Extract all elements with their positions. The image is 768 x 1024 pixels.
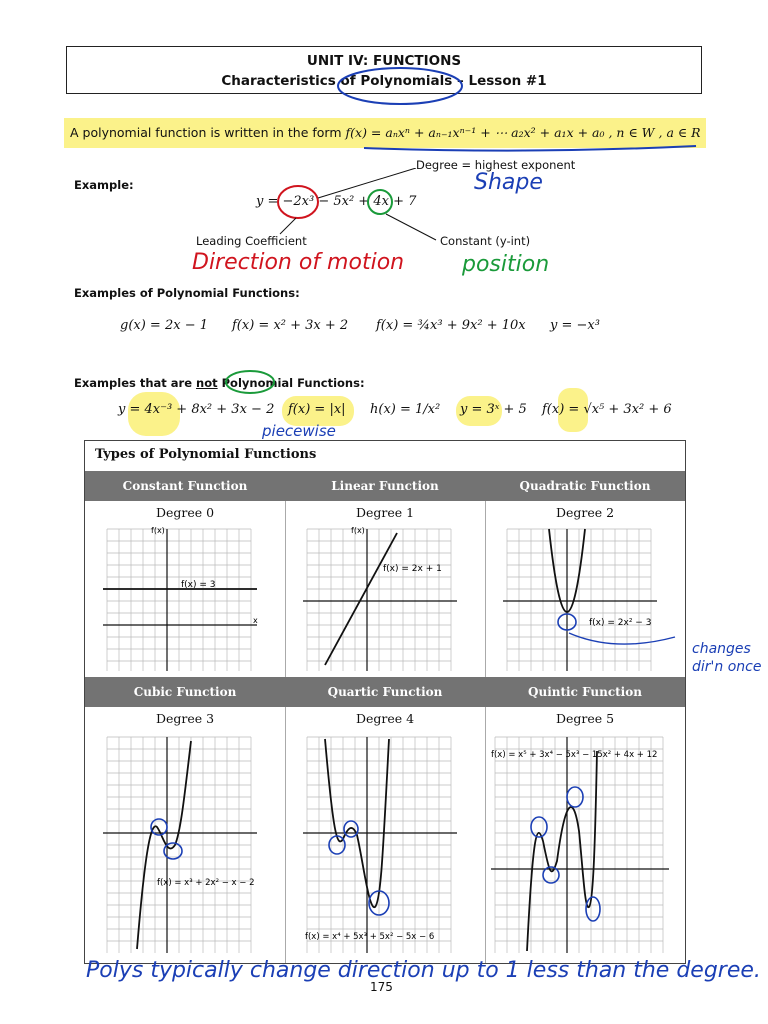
hand-position-note: position: [462, 252, 550, 277]
graph-eq-linear: f(x) = 2x + 1: [383, 564, 442, 574]
poly-example-3: f(x) = ¾x³ + 9x² + 10x: [376, 318, 526, 333]
leading-coefficient-note: Leading Coefficient: [196, 234, 307, 248]
graph-eq-quintic: f(x) = x⁵ + 3x⁴ − 5x³ − 15x² + 4x + 12: [491, 750, 658, 760]
cell-degree: Degree 0: [155, 505, 215, 520]
fx-label: f(x): [151, 526, 165, 535]
page-number: 175: [370, 980, 393, 994]
hand-changes-note: changes dir'n once: [692, 641, 762, 675]
poly-example-4: y = −x³: [550, 318, 600, 333]
graph-quintic: [485, 731, 685, 959]
cell-degree: Degree 5: [555, 711, 615, 726]
graph-eq-cubic: f(x) = x³ + 2x² − x − 2: [157, 878, 255, 888]
non-poly-example-1: y = 4x⁻³ + 8x² + 3x − 2: [118, 402, 275, 417]
lesson-title: Characteristics of Polynomials – Lesson #1: [221, 73, 547, 89]
intro-text: A polynomial function is written in the form: [70, 125, 342, 140]
hand-direction-note: Direction of motion: [192, 250, 405, 275]
example-label: Example:: [74, 178, 134, 192]
quartic-curve: [325, 739, 389, 907]
polynomials-circle-annotation: [330, 62, 470, 110]
poly-example-2: f(x) = x² + 3x + 2: [232, 318, 349, 333]
cell-constant: [85, 471, 286, 677]
hand-footer-note: Polys typically change direction up to 1 less than the degree.: [86, 958, 761, 983]
graph-grid: [307, 529, 451, 671]
cell-name: Quartic Function: [285, 677, 485, 707]
cell-degree: Degree 1: [355, 505, 415, 520]
cell-name: Cubic Function: [85, 677, 285, 707]
cell-name: Linear Function: [285, 471, 485, 501]
non-poly-label-not: not: [196, 376, 218, 390]
poly-examples-label: Examples of Polynomial Functions:: [74, 286, 300, 300]
non-poly-example-3: h(x) = 1/x²: [370, 402, 441, 417]
cell-degree: Degree 3: [155, 711, 215, 726]
cell-cubic: [85, 677, 286, 963]
non-poly-label-after: Polynomial Functions:: [217, 376, 365, 390]
formula-underline-annotation: [360, 140, 700, 156]
intro-formula: f(x) = aₙxⁿ + aₙ₋₁xⁿ⁻¹ + ⋯ a₂x² + a₁x + a₀ , n ∈ W , a ∈ R: [345, 125, 701, 140]
non-poly-label-before: Examples that are: [74, 376, 197, 390]
cell-degree: Degree 2: [555, 505, 615, 520]
cell-name: Quintic Function: [485, 677, 685, 707]
cell-name: Quadratic Function: [485, 471, 685, 501]
graph-linear: [285, 525, 485, 675]
graph-eq-quartic: f(x) = x⁴ + 5x³ + 5x² − 5x − 6: [305, 932, 435, 942]
graph-quartic: [285, 731, 485, 959]
cell-name: Constant Function: [85, 471, 285, 501]
non-poly-examples-label: [74, 376, 365, 390]
graph-grid: [507, 529, 651, 671]
non-poly-example-5: f(x) = √x⁵ + 3x² + 6: [542, 402, 672, 417]
types-of-polynomial-functions-table: [84, 440, 686, 964]
cell-degree: Degree 4: [355, 711, 415, 726]
example-equation: y = −2x³ − 5x² + 4x + 7: [256, 194, 417, 209]
cell-quintic: [485, 677, 685, 963]
poly-example-1: g(x) = 2x − 1: [120, 318, 208, 333]
graph-grid: [495, 737, 663, 953]
not-circle-annotation: [222, 368, 282, 396]
graph-grid: [107, 529, 251, 671]
cell-linear: [285, 471, 486, 677]
table-title: Types of Polynomial Functions: [95, 447, 317, 462]
graph-eq-constant: f(x) = 3: [181, 580, 216, 590]
hand-piecewise-note: piecewise: [262, 422, 336, 440]
unit-title: UNIT IV: FUNCTIONS: [306, 53, 462, 69]
fx-label: f(x): [351, 526, 365, 535]
graph-constant: [85, 525, 285, 675]
constant-note: Constant (y-int): [440, 234, 531, 248]
cell-quartic: [285, 677, 486, 963]
graph-eq-quadratic: f(x) = 2x² − 3: [589, 618, 652, 628]
degree-note: Degree = highest exponent: [416, 158, 576, 172]
cell-quadratic: [485, 471, 685, 677]
non-poly-example-4: y = 3ˣ + 5: [460, 402, 527, 417]
non-poly-example-2: f(x) = |x|: [288, 402, 346, 417]
graph-cubic: [85, 731, 285, 959]
graph-quadratic: [485, 525, 685, 675]
quintic-curve: [527, 751, 597, 951]
hand-shape-note: Shape: [474, 170, 543, 195]
x-axis-label: x: [253, 616, 258, 625]
